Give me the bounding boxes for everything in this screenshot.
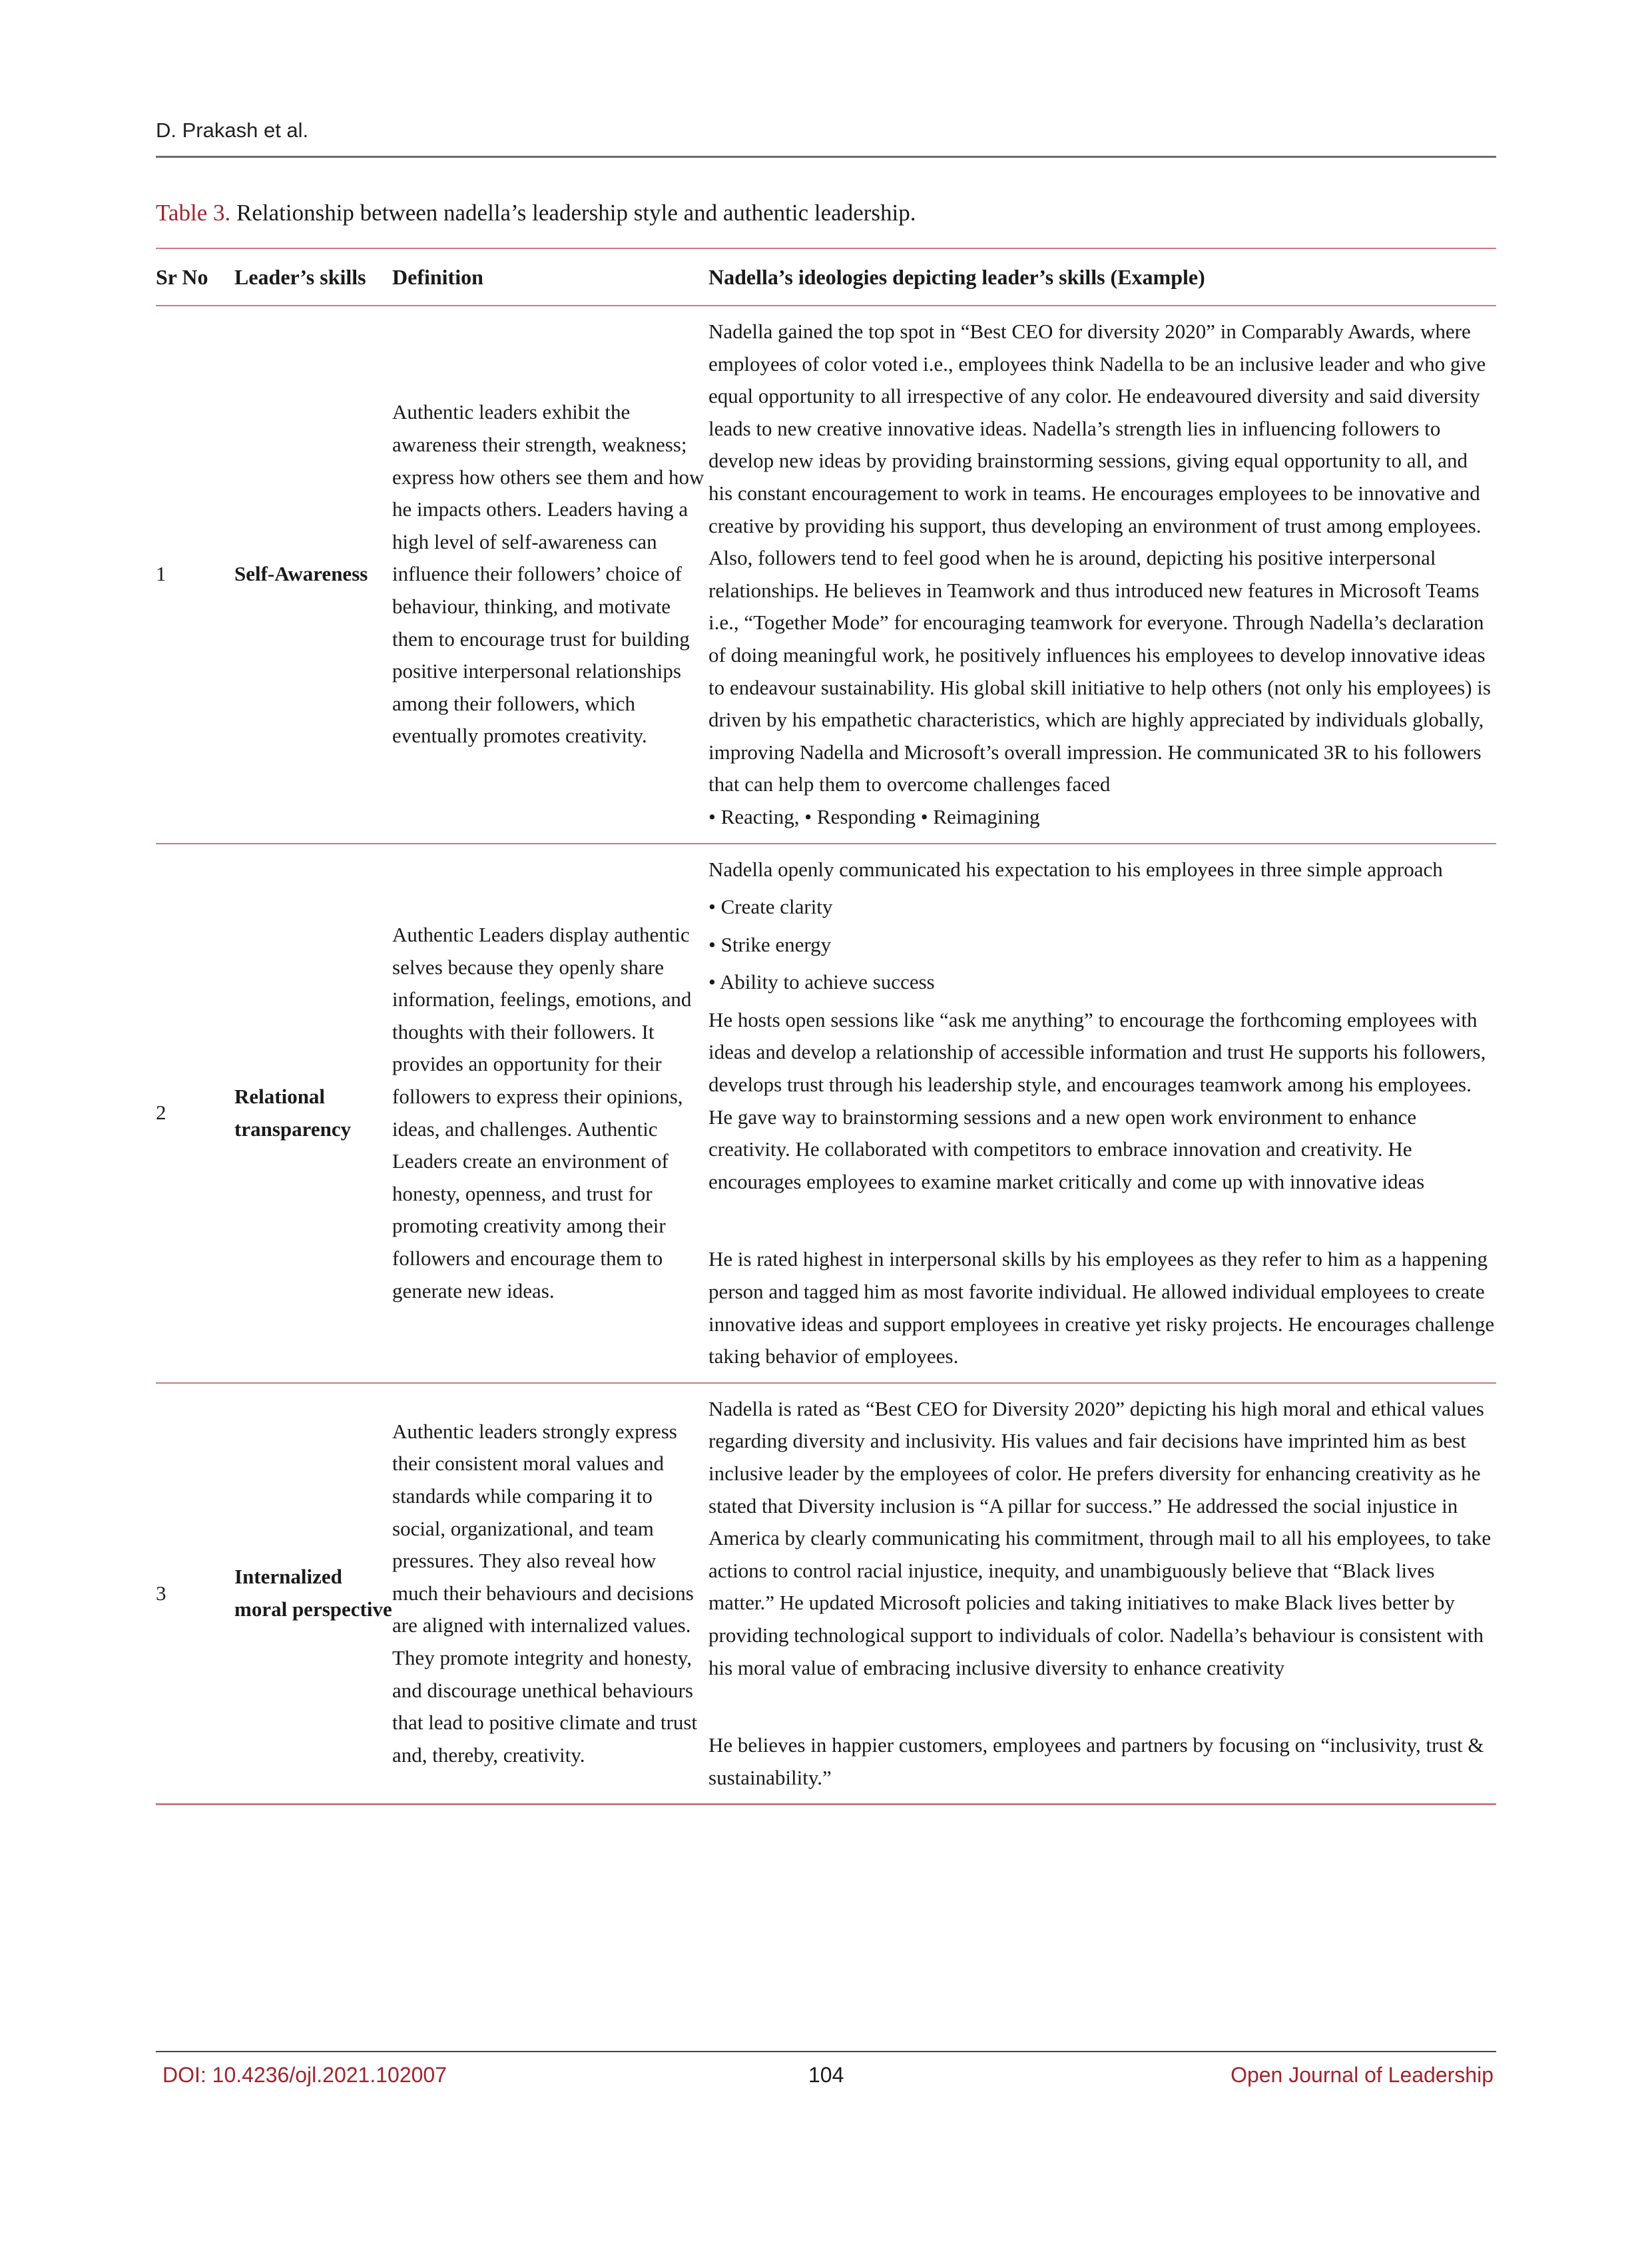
skill-definition: Authentic leaders exhibit the awareness their strength, weakness; express how others see them and how he impacts others. Leaders having a high level of self-awareness can influence their followers’ choice of behaviour, thinking, and motivate them to encourage trust for building positive interpersonal relationships among their followers, which eventually promotes creativity.	[392, 400, 704, 748]
column-header-example: Nadella’s ideologies depicting leader’s skills (Example)	[708, 248, 1496, 306]
example-paragraph: He believes in happier customers, employees and partners by focusing on “inclusivity, trust & sustainability.”	[708, 1733, 1484, 1789]
page-number: 104	[808, 2063, 844, 2087]
example-paragraph: Nadella is rated as “Best CEO for Diversity 2020” depicting his high moral and ethical values regarding diversity and inclusivity. His values and fair decisions have imprinted him as best inclusive leader by the employees of color. He prefers diversity for enhancing creativity as he stated that Diversity inclusion is “A pillar for success.” He addressed the social injustice in America by clearly communicating his commitment, through mail to all his employees, to take actions to control racial injustice, inequity, and unambiguously believe that “Black lives matter.” He updated Microsoft policies and taking initiatives to make Black lives better by providing technological support to individuals of color. Nadella’s behaviour is consistent with his moral value of embracing inclusive diversity to enhance creativity	[708, 1396, 1492, 1679]
example-bullets: • Reacting, • Responding • Reimagining	[708, 804, 1040, 828]
row-number: 3	[156, 1581, 166, 1605]
table-row	[156, 1383, 1496, 1805]
header-rule	[156, 156, 1496, 158]
row-number: 1	[156, 562, 166, 586]
footer-doi[interactable]: DOI: 10.4236/ojl.2021.102007	[162, 2063, 447, 2087]
footer-rule	[156, 2051, 1496, 2052]
example-intro: Nadella openly communicated his expectation to his employees in three simple approach	[708, 857, 1443, 881]
table-row	[156, 306, 1496, 844]
column-header-leader-skills: Leader’s skills	[234, 248, 392, 306]
skill-name: Internalized moral perspective	[234, 1565, 392, 1621]
skill-example	[708, 1383, 1496, 1805]
example-bullet: • Create clarity	[708, 895, 833, 919]
table-row	[156, 844, 1496, 1383]
leadership-table	[156, 248, 1496, 1805]
table-header-row	[156, 248, 1496, 306]
table-caption	[156, 200, 916, 226]
skill-example	[708, 306, 1496, 844]
example-paragraph: He is rated highest in interpersonal skills by his employees as they refer to him as a happening person and tagged him as most favorite individual. He allowed individual employees to create innovative ideas and support employees in creative yet risky projects. He encourages challenge taking behavior of employees.	[708, 1247, 1495, 1368]
skill-name: Relational transparency	[234, 1085, 352, 1141]
skill-definition: Authentic Leaders display authentic selves because they openly share information, feelings, emotions, and thoughts with their followers. It provides an opportunity for their followers to express their opinions, ideas, and challenges. Authentic Leaders create an environment of honesty, openness, and trust for promoting creativity among their followers and encourage them to generate new ideas.	[392, 923, 692, 1302]
column-header-sr-no: Sr No	[156, 248, 234, 306]
footer-journal-name[interactable]: Open Journal of Leadership	[1231, 2063, 1494, 2087]
table-caption-text: Relationship between nadella’s leadership style and authentic leadership.	[230, 200, 916, 226]
skill-definition: Authentic leaders strongly express their consistent moral values and standards while comparing it to social, organizational, and team pressures. They also reveal how much their behaviours and decisions are aligned with internalized values. They promote integrity and honesty, and discourage unethical behaviours that lead to positive climate and trust and, thereby, creativity.	[392, 1419, 697, 1767]
row-number: 2	[156, 1101, 166, 1125]
skill-name: Self-Awareness	[234, 562, 368, 586]
example-bullet: • Strike energy	[708, 932, 832, 956]
table-label: Table 3.	[156, 200, 231, 226]
running-head: D. Prakash et al.	[156, 119, 309, 142]
skill-example	[708, 844, 1496, 1383]
example-paragraph: He hosts open sessions like “ask me anything” to encourage the forthcoming employees with ideas and develop a relationship of accessible information and trust He supports his followers, develops trust through his leadership style, and encourages teamwork among his employees. He gave way to brainstorming sessions and a new open work environment to enhance creativity. He collaborated with competitors to embrace innovation and creativity. He encourages employees to examine market critically and come up with innovative ideas	[708, 1007, 1486, 1193]
example-paragraph: Nadella gained the top spot in “Best CEO for diversity 2020” in Comparably Awards, where employees of color voted i.e., employees think Nadella to be an inclusive leader and who give equal opportunity to all irrespective of any color. He endeavoured diversity and said diversity leads to new creative innovative ideas. Nadella’s strength lies in influencing followers to develop new ideas by providing brainstorming sessions, giving equal opportunity to all, and his constant encouragement to work in teams. He encourages employees to be innovative and creative by providing his support, thus developing an environment of trust among employees. Also, followers tend to feel good when he is around, depicting his positive interpersonal relationships. He believes in Teamwork and thus introduced new features in Microsoft Teams i.e., “Together Mode” for encouraging teamwork for everyone. Through Nadella’s declaration of doing meaningful work, he positively influences his employees to develop innovative ideas to endeavour sustainability. His global skill initiative to help others (not only his employees) is driven by his empathetic characteristics, which are highly appreciated by individuals globally, improving Nadella and Microsoft’s overall impression. He communicated 3R to his followers that can help them to overcome challenges faced	[708, 320, 1491, 796]
column-header-definition: Definition	[392, 248, 708, 306]
example-bullet: • Ability to achieve success	[708, 970, 935, 994]
